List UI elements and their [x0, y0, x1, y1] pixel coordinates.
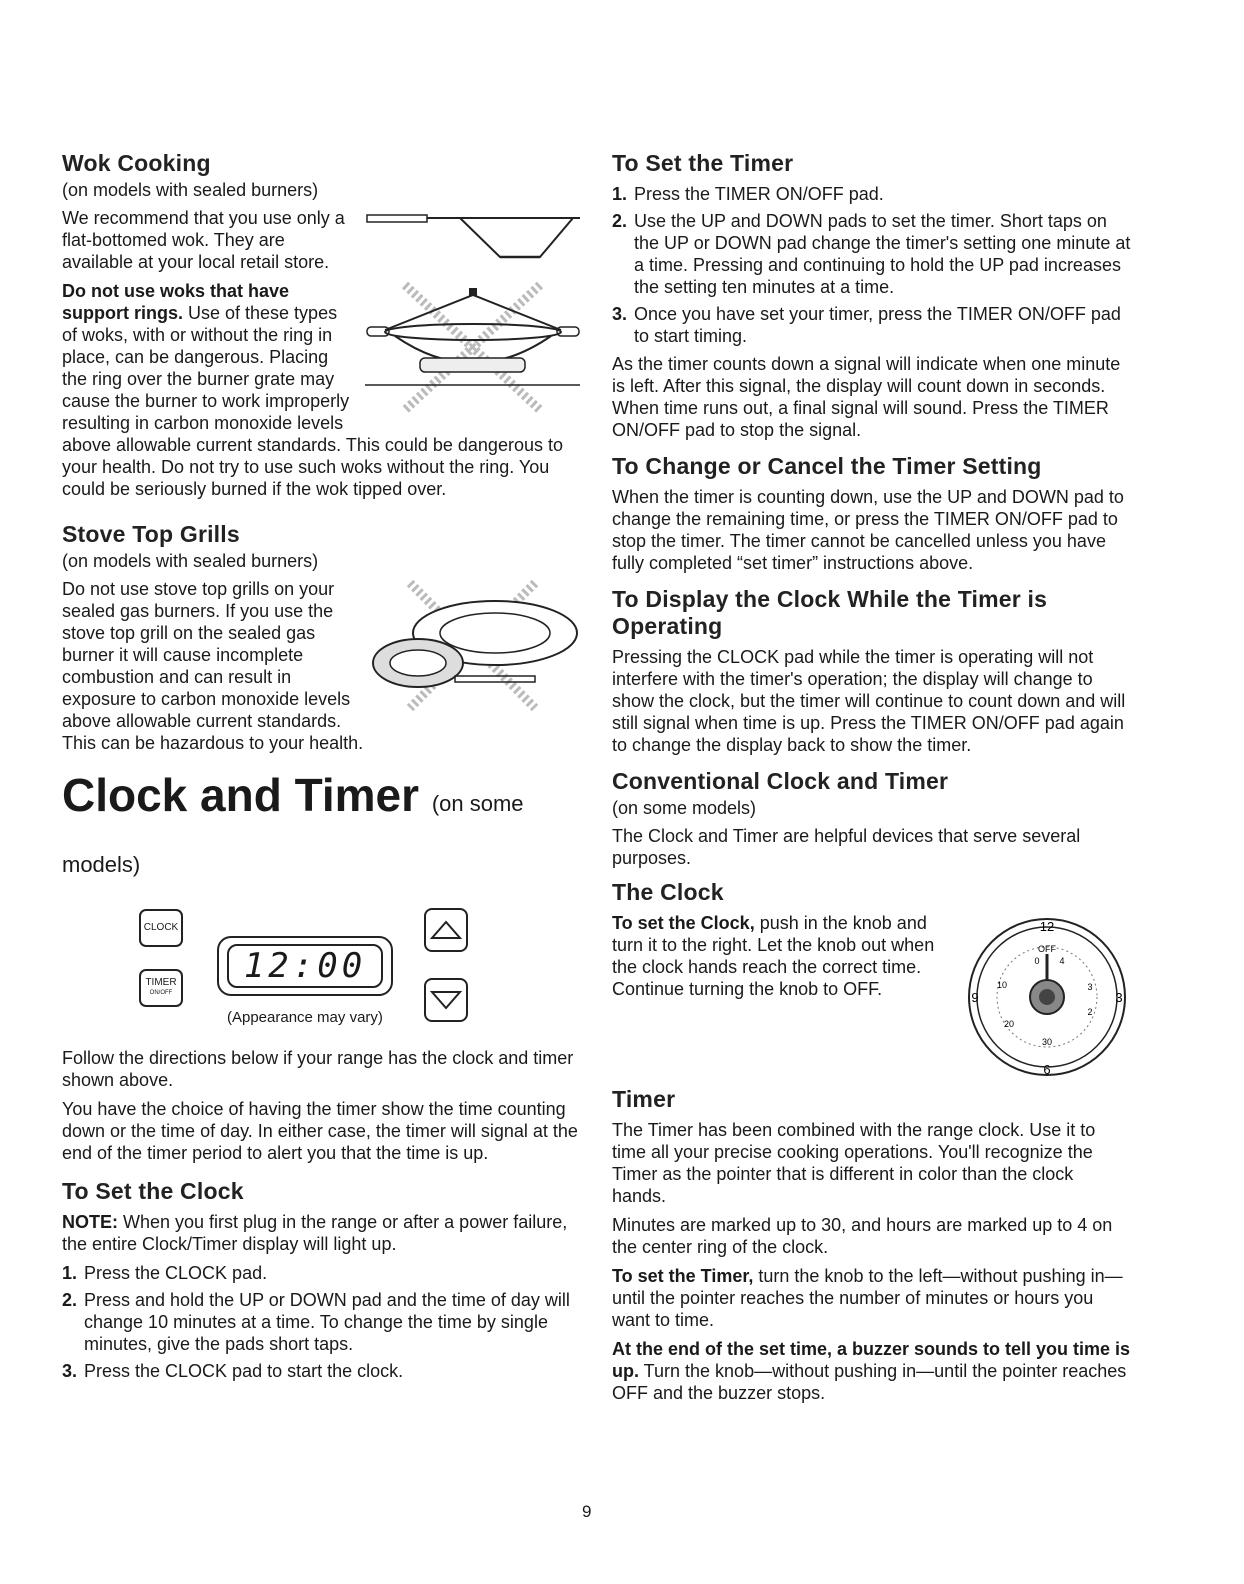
conventional-clock-subtitle: (on some models)	[612, 798, 757, 818]
set-timer-heading: To Set the Timer	[612, 150, 794, 176]
step-text: Press the CLOCK pad to start the clock.	[84, 1361, 404, 1381]
conventional-clock-paragraph: The Clock and Timer are helpful devices that serve several purposes.	[612, 826, 1081, 868]
wok-warning-bold: Do not use woks that have support rings.	[62, 281, 290, 323]
step-number: 3.	[612, 304, 628, 324]
step-text: Press and hold the UP or DOWN pad and the time of day will change 10 minutes at a time. To change the time by single minutes, give the pads short taps.	[84, 1290, 570, 1354]
clock-and-timer-qualifier: (on some models)	[62, 791, 524, 877]
timer-countdown-paragraph: As the timer counts down a signal will indicate when one minute is left. After this signal, the display will count down in seconds. When time runs out, a final signal will sound. Press the TIMER ON/OFF pad to stop the signal.	[612, 354, 1121, 440]
step-text: Use the UP and DOWN pads to set the timer. Short taps on the UP or DOWN pad change the timer's setting one minute at a time. Pressing and continuing to hold the UP pad increases the setting ten minutes at a time.	[634, 211, 1131, 297]
set-timer-steps	[612, 183, 1132, 347]
display-clock-paragraph: Pressing the CLOCK pad while the timer is operating will not interfere with the timer's operation; the display will change to show the clock, but the timer will continue to count down and will still signal when time is up. Press the TIMER ON/OFF pad again to change the display back to show the timer.	[612, 647, 1126, 755]
stove-top-grills-paragraph: Do not use stove top grills on your sealed gas burners. If you use the stove top grill on the sealed gas burner it will cause incomplete combustion and can result in exposure to carbon monoxide levels above allowable current standards. This can be hazardous to your health.	[62, 579, 364, 753]
dial-minutes-10: 10	[996, 980, 1008, 990]
timer-pad-sublabel: ON/OFF	[149, 990, 173, 996]
set-clock-heading: To Set the Clock	[62, 1178, 244, 1204]
dial-inner-4: 4	[1059, 956, 1065, 966]
step-number: 2.	[62, 1290, 78, 1310]
dial-6: 6	[1043, 1062, 1051, 1077]
step-text: Press the TIMER ON/OFF pad.	[634, 184, 884, 204]
clock-display-window	[227, 944, 383, 988]
timer-on-off-pad[interactable]	[139, 969, 183, 1007]
step-number: 1.	[62, 1263, 78, 1283]
ring-wok-warning-illustration	[365, 280, 580, 415]
clock-timer-control-panel	[62, 903, 580, 1033]
step-number: 1.	[612, 184, 628, 204]
timer-paragraph-4	[612, 1338, 1132, 1404]
change-timer-heading: To Change or Cancel the Timer Setting	[612, 453, 1042, 479]
wok-cooking-paragraph: We recommend that you use only a flat-bottomed wok. They are available at your local retail store.	[62, 208, 345, 272]
set-clock-note-text: When you first plug in the range or after a power failure, the entire Clock/Timer display will light up.	[62, 1212, 568, 1254]
conventional-clock-dial-illustration	[962, 912, 1132, 1082]
dial-9: 9	[971, 990, 979, 1005]
the-clock-heading: The Clock	[612, 879, 724, 905]
step-number: 3.	[62, 1361, 78, 1381]
dial-off: OFF	[1038, 944, 1056, 954]
set-clock-step	[62, 1262, 580, 1284]
dial-12: 12	[1039, 919, 1055, 934]
up-pad[interactable]	[424, 908, 468, 952]
timer-paragraph-2: Minutes are marked up to 30, and hours are marked up to 4 on the center ring of the clock.	[612, 1215, 1113, 1257]
clock-pad[interactable]	[139, 909, 183, 947]
clock-timer-intro: Follow the directions below if your range has the clock and timer shown above.	[62, 1048, 574, 1090]
display-clock-heading: To Display the Clock While the Timer is Operating	[612, 586, 1048, 639]
clock-display	[217, 936, 393, 996]
clock-pad-label: CLOCK	[143, 922, 179, 933]
timer-paragraph-3	[612, 1265, 1132, 1331]
set-clock-step	[62, 1360, 580, 1382]
dial-inner-0: 0	[1034, 956, 1040, 966]
stove-top-grills-subtitle: (on models with sealed burners)	[62, 551, 319, 571]
timer-end-text: Turn the knob—without pushing in—until the pointer reaches OFF and the buzzer stops.	[612, 1361, 1127, 1403]
change-timer-paragraph: When the timer is counting down, use the UP and DOWN pad to change the remaining time, or press the TIMER ON/OFF pad to stop the timer. The timer cannot be cancelled unless you have fully completed “set timer” instructions above.	[612, 487, 1124, 573]
timer-pad-label: TIMER	[145, 977, 177, 988]
clock-and-timer-title: Clock and Timer	[62, 769, 420, 821]
set-clock-note-label: NOTE:	[62, 1212, 118, 1232]
step-text: Once you have set your timer, press the TIMER ON/OFF pad to start timing.	[634, 304, 1121, 346]
left-column	[62, 150, 580, 1388]
the-clock-text: push in the knob and turn it to the right. Let the knob out when the clock hands reach the correct time. Continue turning the knob to OFF.	[612, 913, 935, 999]
set-clock-note	[62, 1211, 580, 1255]
set-clock-step	[62, 1289, 580, 1355]
set-timer-step	[612, 183, 1132, 205]
down-arrow-icon	[426, 980, 466, 1020]
wok-warning-text: Use of these types of woks, with or without the ring in place, can be dangerous. Placing the ring over the burner grate may cause the burner to work improperly resulting in carbon monoxide levels above allowable current standards. This could be dangerous to your health. Do not try to use such woks without the ring. You could be seriously burned if the wok tipped over.	[62, 303, 563, 499]
timer-set-text: turn the knob to the left—without pushing in—until the pointer reaches the number of minutes or hours you want to time.	[612, 1266, 1123, 1330]
step-text: Press the CLOCK pad.	[84, 1263, 268, 1283]
timer-end-bold: At the end of the set time, a buzzer sounds to tell you time is up.	[612, 1339, 1131, 1381]
dial-3: 3	[1115, 990, 1123, 1005]
wok-cooking-subtitle: (on models with sealed burners)	[62, 180, 319, 200]
timer-heading: Timer	[612, 1086, 676, 1112]
appearance-note: (Appearance may vary)	[227, 1009, 383, 1026]
timer-paragraph-1: The Timer has been combined with the range clock. Use it to time all your precise cooking operations. You'll recognize the Timer as the pointer that is different in color than the clock hands.	[612, 1120, 1096, 1206]
stove-top-grills-heading: Stove Top Grills	[62, 521, 240, 547]
clock-timer-choice: You have the choice of having the timer show the time counting down or the time of day. In either case, the timer will signal at the end of the timer period to alert you that the time is up.	[62, 1099, 578, 1163]
dial-hours-2: 2	[1087, 1007, 1093, 1017]
set-timer-step	[612, 210, 1132, 298]
the-clock-bold: To set the Clock,	[612, 913, 755, 933]
page-number: 9	[582, 1502, 592, 1521]
set-timer-step	[612, 303, 1132, 347]
up-arrow-icon	[426, 910, 466, 950]
dial-minutes-20: 20	[1003, 1019, 1015, 1029]
dial-minutes-30: 30	[1041, 1037, 1053, 1047]
timer-set-bold: To set the Timer,	[612, 1266, 754, 1286]
clock-display-time: 12:00	[243, 946, 367, 986]
set-clock-steps	[62, 1262, 580, 1382]
flat-bottom-wok-illustration	[365, 207, 580, 277]
right-column	[612, 150, 1132, 1411]
conventional-clock-heading: Conventional Clock and Timer	[612, 768, 949, 794]
wok-cooking-heading: Wok Cooking	[62, 150, 211, 176]
stove-top-grill-warning-illustration	[370, 578, 580, 713]
step-number: 2.	[612, 211, 628, 231]
clock-and-timer-heading	[62, 769, 580, 891]
dial-hours-3: 3	[1087, 982, 1093, 992]
down-pad[interactable]	[424, 978, 468, 1022]
